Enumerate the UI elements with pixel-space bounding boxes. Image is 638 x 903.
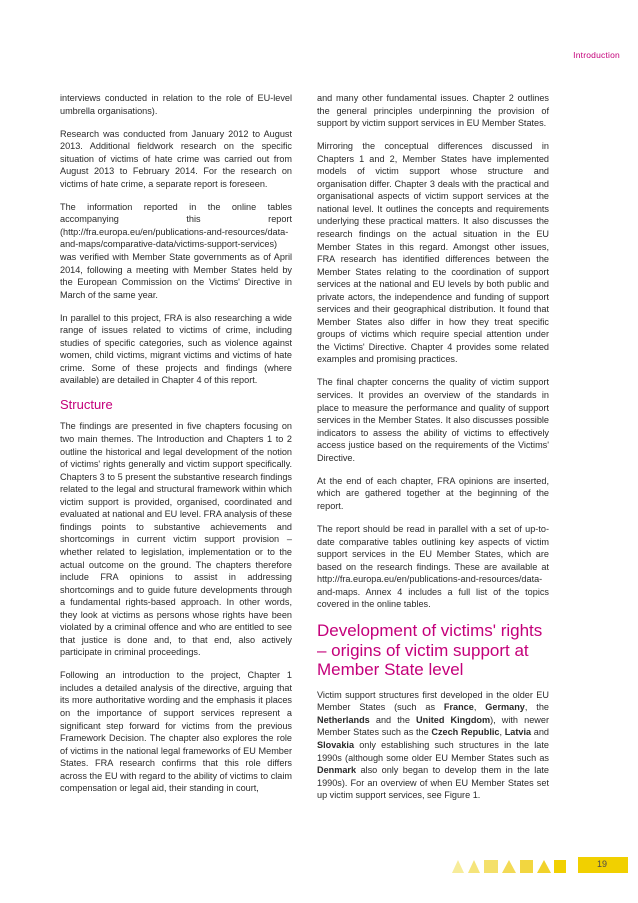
development-heading: Development of victims' rights – origins of victim support at Member State level <box>317 621 543 680</box>
country-slovakia: Slovakia <box>317 739 355 750</box>
country-latvia: Latvia <box>504 727 532 738</box>
text-run: Victim support structures first developed in the older EU Member States (such as <box>317 689 549 713</box>
text-run: , <box>499 727 505 738</box>
text-run: , the <box>524 702 549 713</box>
structure-heading: Structure <box>60 397 113 413</box>
country-denmark: Denmark <box>317 765 357 776</box>
country-czech-republic: Czech Republic <box>431 727 500 738</box>
country-netherlands: Netherlands <box>317 714 370 725</box>
paragraph: interviews conducted in relation to the role of EU-level umbrella organisations). <box>60 93 292 116</box>
page-number: 19 <box>597 859 608 869</box>
paragraph: Following an introduction to the project, Chapter 1 includes a detailed analysis of the directive, arguing that its more authoritative wording and the emphasis it places on the importance of support services represent a significant step forward for victims from the previous Framework Decision. The chapter also explores the role of victims in the national legal frameworks of EU Member States. FRA research confirms that this role differs across the EU with regard to the ability of victims to claim compensation or legal aid, their standing in court, <box>60 670 292 794</box>
paragraph: In parallel to this project, FRA is also researching a wide range of issues related to victims of crime, including studies of specific categories, such as violence against women, child victims, migrant victims and victims of hate crime. Some of these projects and findings (where available) are detailed in Chapter 4 of this report. <box>60 312 292 386</box>
paragraph: At the end of each chapter, FRA opinions are inserted, which are gathered together at the beginning of the report. <box>317 475 549 511</box>
text-run: and <box>531 727 550 738</box>
country-france: France <box>443 702 474 713</box>
paragraph: Mirroring the conceptual differences discussed in Chapters 1 and 2, Member States have implemented models of victim support whose structure and organisation differ. Chapter 3 deals with the practical and organisational aspects of victim support services at the national level. It outlines the concepts and requirements underlying these practical matters. It also discusses the research findings on the actual situation in the EU Member States in this regard. Amongst other issues, FRA research has identified differences between the Member States relating to the coordination of support services at the national and EU levels by both public and private actors, the independence and funding of support services and their geographical distribution. It found that Member States also differ in how they treat specific groups of victims which require special attention under the Victims' Directive. Chapter 4 provides some related examples and promising practices. <box>317 141 549 365</box>
paragraph: The final chapter concerns the quality of victim support services. It provides an overview of the standards in place to measure the performance and quality of support services in the Member States. It also discusses possible indicators to assess the ability of victims to effectively access justice based on the requirements of the Victims' Directive. <box>317 377 549 463</box>
text-run: only establishing such structures in the late 1990s (although some older EU Member States such as <box>317 739 549 763</box>
text-run: and the <box>369 714 417 725</box>
left-column <box>60 92 292 805</box>
paragraph: The findings are presented in five chapters focusing on two main themes. The Introduction and Chapters 1 to 2 outline the historical and legal development of the notion of victims' rights generally and victim support specifically. Chapters 3 to 5 present the substantive research findings related to the legal and structural framework within which victim support is provided, organised, coordinated and evaluated at national and EU level. FRA analysis of these findings points to substantive achievements and shortcomings in current victim support provision – whether related to legislation, implementation or to the actual outcome on the ground. The chapters therefore include FRA opinions to assist in addressing shortcomings and to guide future developments through a fundamental rights-based approach. In other words, they look at victims as persons whose rights have been violated by a criminal offence and who are entitled to see that justice is done and, to that end, also actively participate in criminal proceedings. <box>60 421 292 658</box>
paragraph: Research was conducted from January 2012 to August 2013. Additional fieldwork research on the specific situation of victims of hate crime was carried out from August 2013 to February 2014. For the research on victims of hate crime, a separate report is foreseen. <box>60 128 292 189</box>
text-run: also only began to develop them in the late 1990s). For an overview of when EU Member States set up victim support services, see Figure 1. <box>317 765 549 801</box>
paragraph: and many other fundamental issues. Chapter 2 outlines the general principles underpinning the provision of support by victim support services in EU Member States. <box>317 93 549 129</box>
paragraph <box>317 689 549 802</box>
section-label: Introduction <box>573 50 620 60</box>
right-column <box>317 92 549 812</box>
text-run: ), with newer Member States such as the <box>317 714 549 738</box>
paragraph: The report should be read in parallel with a set of up-to-date comparative tables outlining key aspects of victim support services in the EU Member States, which are based on the research findings. These are available at http://fra.europa.eu/en/publications-and-resources/data-and-maps. Annex 4 includes a full list of the topics covered in the online tables. <box>317 523 549 610</box>
text-run: , <box>473 702 486 713</box>
country-uk: United Kingdom <box>416 714 491 725</box>
country-germany: Germany <box>485 702 525 713</box>
footer-decoration <box>448 857 576 873</box>
paragraph: The information reported in the online tables accompanying this report (http://fra.europa.eu/en/publications-and-resources/data-and-maps/comparative-data/victims-support-services) was verified with Member State governments as of April 2014, following a meeting with Member States held by the European Commission on the Victims' Directive in March of the same year. <box>60 201 292 300</box>
